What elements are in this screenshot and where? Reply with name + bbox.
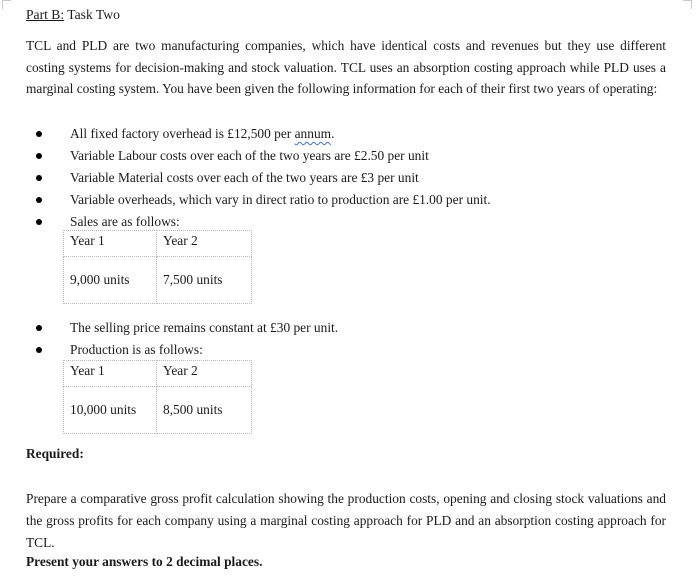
bullet-item [26, 123, 491, 145]
table-header-row [64, 231, 252, 257]
bullet-item [26, 145, 491, 167]
bullet-icon [36, 197, 42, 203]
bullet-icon [36, 153, 42, 159]
spellcheck-marked-word: annum [294, 126, 332, 141]
page-corner-mark-left [2, 0, 11, 9]
bullet-item [26, 317, 338, 339]
intro-paragraph: TCL and PLD are two manufacturing companies, which have identical costs and revenues but they use different costing systems for decision-making and stock valuation. TCL uses an absorption costing approach while PLD uses a marginal costing system. You have been given the following information for each of their first two years of operating: [26, 38, 666, 96]
bullet-text: Sales are as follows: [70, 214, 180, 229]
table-cell: 9,000 units [64, 257, 157, 304]
bullet-text: Variable overheads, which vary in direct ratio to production are £1.00 per unit. [70, 192, 491, 207]
required-heading: Required: [26, 446, 84, 461]
heading-part-label: Part B: [26, 7, 65, 22]
table-row [64, 387, 252, 434]
sales-table [63, 230, 252, 304]
page-corner-mark-right [683, 0, 692, 9]
bullet-item [26, 189, 491, 211]
bullet-item [26, 167, 491, 189]
table-cell: 10,000 units [64, 387, 157, 434]
bullet-icon [36, 325, 42, 331]
bullet-item [26, 339, 338, 361]
bullet-text: Variable Labour costs over each of the two years are £2.50 per unit [70, 148, 429, 163]
bullet-text: Production is as follows: [70, 342, 203, 357]
bullet-icon [36, 131, 42, 137]
bullet-icon [36, 175, 42, 181]
table-header-cell: Year 2 [157, 361, 252, 387]
heading-title: Task Two [64, 7, 120, 22]
table-header-row [64, 361, 252, 387]
table-header-cell: Year 1 [64, 231, 157, 257]
task-paragraph: Prepare a comparative gross profit calculation showing the production costs, opening and closing stock valuations and the gross profits for each company using a marginal costing approach for PLD and an absorption costing approach for TCL. [26, 491, 666, 550]
bullet-icon [36, 219, 42, 225]
bullet-text: All fixed factory overhead is £12,500 per [70, 126, 295, 141]
section-heading [26, 7, 120, 23]
price-production-bullet-list [26, 317, 338, 361]
cost-bullet-list [26, 123, 491, 233]
bullet-text-end: . [331, 126, 335, 141]
table-cell: 8,500 units [157, 387, 252, 434]
bullet-icon [36, 347, 42, 353]
bullet-text: The selling price remains constant at £30 per unit. [70, 320, 339, 335]
production-table [63, 360, 252, 434]
instruction-note: Present your answers to 2 decimal places. [26, 554, 263, 569]
bullet-text: Variable Material costs over each of the two years are £3 per unit [70, 170, 419, 185]
table-header-cell: Year 2 [157, 231, 252, 257]
table-row [64, 257, 252, 304]
table-cell: 7,500 units [157, 257, 252, 304]
table-header-cell: Year 1 [64, 361, 157, 387]
